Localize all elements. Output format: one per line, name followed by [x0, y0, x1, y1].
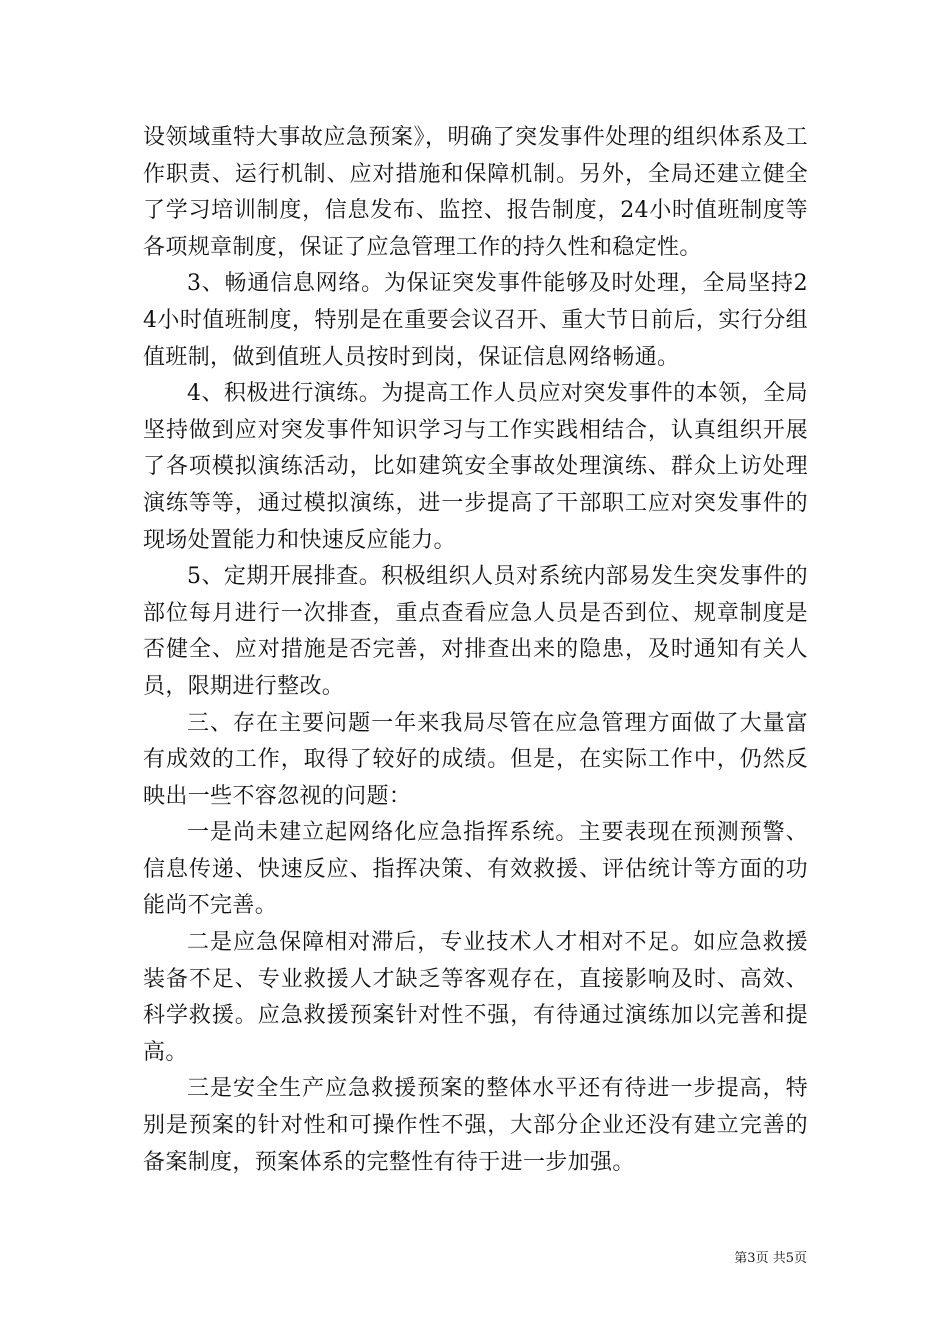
paragraph-problem-three: 三是安全生产应急救援预案的整体水平还有待进一步提高，特别是预案的针对性和可操作性不强，大部分企业还没有建立完善的备案制度，预案体系的完整性有待于进一步加强。 — [143, 1076, 808, 1175]
footer-suffix: 页 — [793, 1251, 807, 1266]
document-body — [143, 120, 808, 1181]
paragraph-inspection: 5、定期开展排查。积极组织人员对系统内部易发生突发事件的部位每月进行一次排查，重点查看应急人员是否到位、规章制度是否健全、应对措施是否完善，对排查出来的隐患，及时通知有关人员，限期进行整改。 — [143, 564, 808, 699]
paragraph-drills: 4、积极进行演练。为提高工作人员应对突发事件的本领，全局坚持做到应对突发事件知识学习与工作实践相结合，认真组织开展了各项模拟演练活动，比如建筑安全事故处理演练、群众上访处理演练等等，通过模拟演练，进一步提高了干部职工应对突发事件的现场处置能力和快速反应能力。 — [143, 381, 808, 553]
paragraph-continued: 设领域重特大事故应急预案》，明确了突发事件处理的组织体系及工作职责、运行机制、应对措施和保障机制。另外，全局还建立健全了学习培训制度，信息发布、监控、报告制度，24小时值班制度等各项规章制度，保证了应急管理工作的持久性和稳定性。 — [143, 125, 808, 260]
footer-prefix: 第 — [734, 1251, 748, 1266]
paragraph-problem-one: 一是尚未建立起网络化应急指挥系统。主要表现在预测预警、信息传递、快速反应、指挥决策、有效救援、评估统计等方面的功能尚不完善。 — [143, 820, 808, 919]
page-number-footer — [734, 1247, 807, 1266]
paragraph-problem-two: 二是应急保障相对滞后，专业技术人才相对不足。如应急救援装备不足、专业救援人才缺乏等客观存在，直接影响及时、高效、科学救援。应急救援预案针对性不强，有待通过演练加以完善和提高。 — [143, 930, 808, 1065]
current-page-number: 3 — [747, 1251, 756, 1266]
footer-middle: 页 共 — [755, 1251, 786, 1266]
paragraph-main-problems: 三、存在主要问题一年来我局尽管在应急管理方面做了大量富有成效的工作，取得了较好的成绩。但是，在实际工作中，仍然反映出一些不容忽视的问题： — [143, 710, 808, 809]
total-pages-number: 5 — [785, 1251, 794, 1266]
paragraph-info-network: 3、畅通信息网络。为保证突发事件能够及时处理，全局坚持24小时值班制度，特别是在重要会议召开、重大节日前后，实行分组值班制，做到值班人员按时到岗，保证信息网络畅通。 — [143, 271, 808, 370]
